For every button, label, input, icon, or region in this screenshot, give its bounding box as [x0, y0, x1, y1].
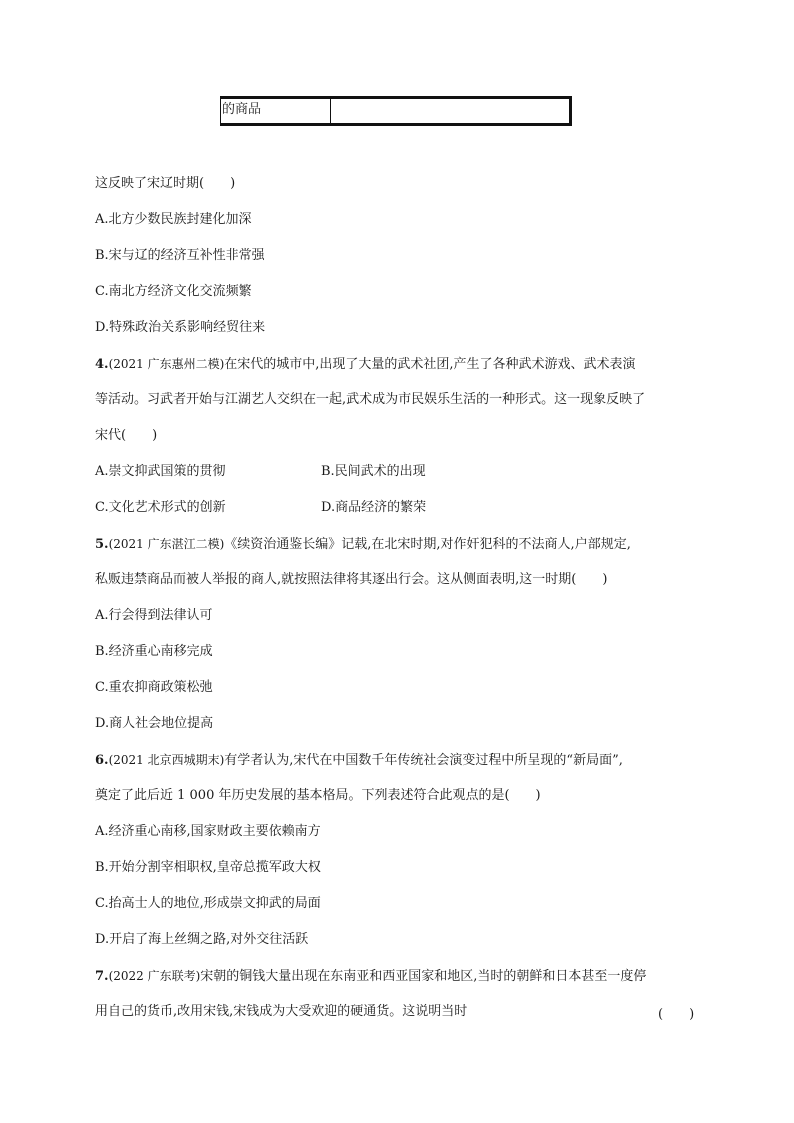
- q3-option-d: D.特殊政治关系影响经贸往来: [95, 320, 266, 335]
- q4-option-d: D.商品经济的繁荣: [321, 500, 427, 515]
- q6-stem-line2: 奠定了此后近 1 000 年历史发展的基本格局。下列表述符合此观点的是( ): [95, 788, 541, 803]
- table-cell-empty: [331, 99, 569, 123]
- q7-answer-paren: ( ): [658, 1007, 695, 1022]
- q7-number: 7.: [95, 969, 109, 984]
- q5-option-c: C.重农抑商政策松弛: [95, 680, 213, 695]
- q5-source: (2021 广东湛江二模): [108, 537, 225, 551]
- q5-option-b: B.经济重心南移完成: [95, 644, 213, 659]
- q5-option-a: A.行会得到法律认可: [95, 608, 213, 623]
- q6-source: (2021 北京西城期末): [108, 753, 225, 767]
- q5-stem-line1: [95, 535, 631, 554]
- q7-stem-line2: 用自己的货币,改用宋钱,宋钱成为大受欢迎的硬通货。这说明当时: [95, 1004, 468, 1019]
- q4-stem-line3: 宋代( ): [95, 428, 158, 443]
- q5-option-d: D.商人社会地位提高: [95, 716, 214, 731]
- q6-option-b: B.开始分割宰相职权,皇帝总揽军政大权: [95, 860, 321, 875]
- q6-option-d: D.开启了海上丝绸之路,对外交往活跃: [95, 932, 309, 947]
- table-cell: 的商品: [221, 99, 331, 123]
- q3-option-c: C.南北方经济文化交流频繁: [95, 284, 252, 299]
- q5-number: 5.: [95, 537, 109, 552]
- q4-text: 在宋代的城市中,出现了大量的武术社团,产生了各种武术游戏、武术表演: [224, 357, 636, 372]
- q4-option-a: A.崇文抑武国策的贯彻: [95, 464, 226, 479]
- q5-text: 《续资治通鉴长编》记载,在北宋时期,对作奸犯科的不法商人,户部规定,: [224, 537, 631, 552]
- q6-stem-line1: [95, 751, 623, 770]
- q3-stem: 这反映了宋辽时期( ): [95, 176, 236, 191]
- q4-option-b: B.民间武术的出现: [321, 464, 426, 479]
- q7-stem-line1: [95, 967, 646, 986]
- q3-option-b: B.宋与辽的经济互补性非常强: [95, 248, 265, 263]
- q7-text: 宋朝的铜钱大量出现在东南亚和西亚国家和地区,当时的朝鲜和日本甚至一度停: [200, 969, 647, 984]
- q4-source: (2021 广东惠州二模): [108, 357, 225, 371]
- q6-option-a: A.经济重心南移,国家财政主要依赖南方: [95, 824, 321, 839]
- q4-stem-line1: [95, 355, 636, 374]
- q4-option-c: C.文化艺术形式的创新: [95, 500, 226, 515]
- q3-option-a: A.北方少数民族封建化加深: [95, 212, 252, 227]
- q6-text: 有学者认为,宋代在中国数千年传统社会演变过程中所呈现的“新局面”,: [224, 753, 623, 768]
- q4-stem-line2: 等活动。习武者开始与江湖艺人交织在一起,武术成为市民娱乐生活的一种形式。这一现象反映了: [95, 392, 646, 407]
- q4-number: 4.: [95, 357, 109, 372]
- q5-stem-line2: 私贩违禁商品而被人举报的商人,就按照法律将其逐出行会。这从侧面表明,这一时期( ): [95, 572, 608, 587]
- table-fragment: [220, 96, 572, 126]
- q6-number: 6.: [95, 753, 109, 768]
- q6-option-c: C.抬高士人的地位,形成崇文抑武的局面: [95, 896, 321, 911]
- q7-source: (2022 广东联考): [108, 969, 201, 983]
